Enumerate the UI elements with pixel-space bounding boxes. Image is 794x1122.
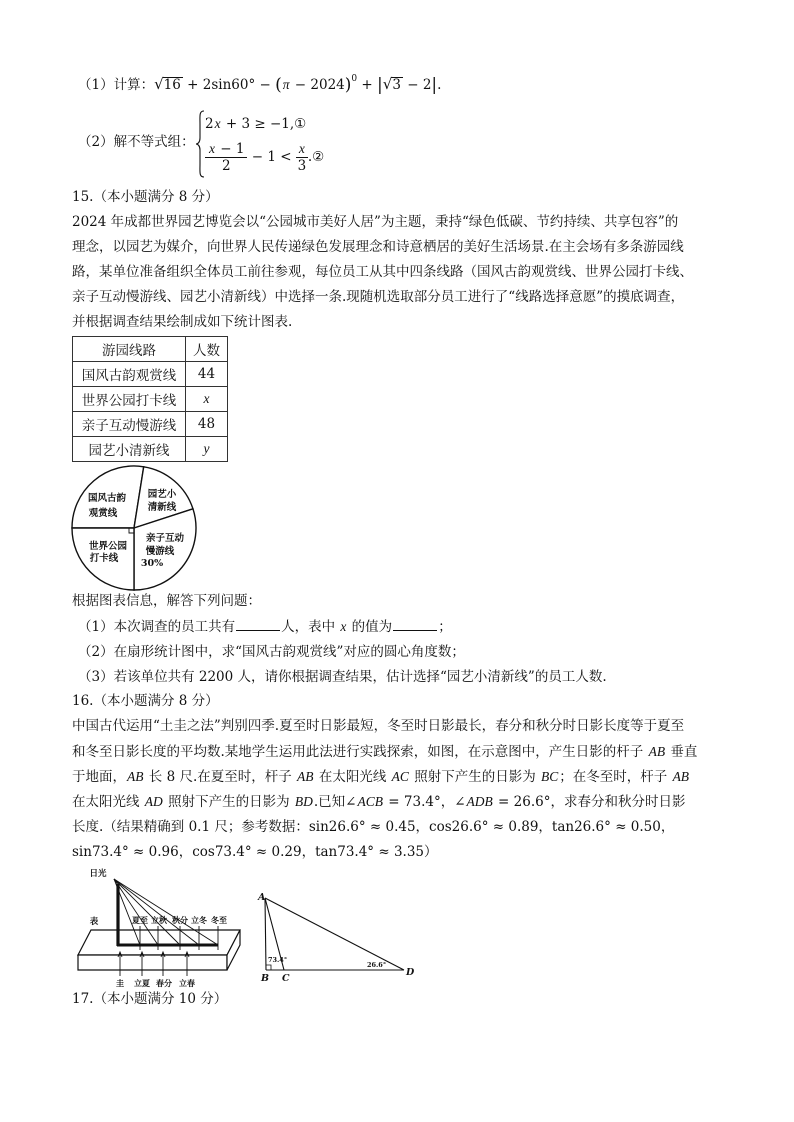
q15-heading: 15.（本小题满分 8 分）: [72, 189, 219, 205]
system-brace: [195, 110, 205, 178]
answer-blank: [393, 618, 437, 631]
pie-label: 国风古韵: [87, 493, 127, 504]
text-seg: 在太阳光线: [72, 794, 144, 810]
inequality-1: [205, 115, 306, 133]
point-label-A: A: [258, 892, 266, 903]
text-seg: sin73.4° ≈ 0.96，cos73.4° ≈ 0.29，tan73.4° ≈ 3.35）: [72, 844, 438, 860]
num-var: x: [209, 140, 215, 156]
fraction-denominator: 3: [297, 157, 307, 174]
segment-AB: [265, 898, 266, 970]
angle-label-D: 26.6°: [367, 961, 387, 969]
math-var: ACB: [357, 794, 383, 809]
text-seg: 在太阳光线: [314, 769, 391, 785]
math-var: AB: [648, 744, 666, 759]
term-label: 冬至: [211, 915, 227, 925]
q1-text: ；: [438, 619, 452, 635]
q15-line: 路，某单位准备组织全体员工前往参观，每位员工从其中四条线路（国风古韵观赏线、世界公园打卡线、: [72, 264, 693, 280]
eq1-var: x: [214, 116, 221, 131]
q14-part1-label: （1）计算：: [78, 77, 155, 93]
pole-label: 表: [89, 917, 99, 927]
route-name: 亲子互动慢游线: [73, 412, 186, 437]
text-seg: 垂直: [666, 744, 698, 760]
q17-heading: 17.（本小题满分 10 分）: [72, 991, 228, 1007]
route-count: 44: [186, 362, 228, 387]
q14-part2-label: （2）解不等式组：: [78, 134, 195, 150]
fraction-numerator: x: [296, 141, 308, 158]
text-seg: 长 8 尺.在夏至时，杆子: [144, 769, 297, 785]
q15-line: 亲子互动慢游线、园艺小清新线）中选择一条.现随机选取部分员工进行了“线路选择意愿”的摸底调查，: [72, 289, 685, 305]
route-name: 园艺小清新线: [73, 437, 186, 462]
header-count: 人数: [186, 337, 228, 362]
right-paren: ): [344, 75, 352, 95]
q15-question-3: （3）若该单位共有 2200 人，请你根据调查结果，估计选择“园艺小清新线”的员工人数.: [78, 669, 607, 685]
term-2024: − 2024: [290, 77, 345, 93]
eq1-rest: + 3 ≥ −1,①: [221, 116, 307, 132]
route-name: 国风古韵观赏线: [73, 362, 186, 387]
term-sin: + 2sin60° −: [182, 77, 276, 93]
q1-text: （1）本次调查的员工共有: [78, 619, 236, 635]
q16-line: [72, 793, 685, 811]
text-seg: = 73.4°，∠: [384, 794, 466, 810]
table-row: [73, 412, 228, 437]
fraction-x-over-3: [296, 141, 308, 174]
minus-two: − 2: [402, 77, 432, 93]
math-var: AD: [144, 794, 163, 809]
q15-prompt: 根据图表信息，解答下列问题：: [72, 593, 261, 609]
fraction-denominator: 2: [221, 157, 231, 174]
point-label-D: D: [406, 967, 415, 978]
q15-question-2: （2）在扇形统计图中，求“国风古韵观赏线”对应的圆心角度数；: [78, 644, 465, 660]
route-count: x: [186, 387, 228, 412]
radicand-16: 16: [163, 77, 181, 93]
math-var: AB: [127, 769, 144, 784]
q16-line: [72, 768, 690, 786]
text-seg: 和冬至日影长度的平均数.某地学生运用此法进行实践探索，如图，在示意图中，产生日影的杆子: [72, 744, 648, 760]
header-route: 游园线路: [73, 337, 186, 362]
pie-label: 园艺小: [147, 489, 177, 500]
route-count: y: [186, 437, 228, 462]
fraction-numerator: [205, 141, 247, 158]
eq2-end: .②: [307, 149, 325, 165]
route-name: 世界公园打卡线: [73, 387, 186, 412]
triangle-diagram: [255, 888, 420, 985]
pie-label: 打卡线: [89, 553, 119, 564]
slab-top-face: [78, 930, 240, 955]
table-row: [73, 437, 228, 462]
slab: [78, 930, 240, 970]
point-label-C: C: [282, 973, 290, 984]
q16-line: [72, 818, 674, 836]
math-var: ADB: [466, 794, 493, 809]
text-seg: 长度.（结果精确到 0.1 尺；参考数据：sin26.6° ≈ 0.45，cos26.6° ≈ 0.89，tan26.6° ≈ 0.50，: [72, 819, 675, 835]
q16-line: [72, 717, 684, 735]
point-label-B: B: [261, 973, 270, 984]
plus-sign: +: [357, 77, 378, 93]
term-label: 夏至: [132, 915, 148, 925]
abs-bar-right: |: [431, 75, 438, 95]
radical-sign: √: [154, 75, 164, 93]
eq1-coef: 2: [205, 116, 214, 132]
term-label: 圭: [116, 978, 124, 988]
pie-label: 清新线: [147, 502, 177, 513]
sun-label: 日光: [89, 869, 107, 879]
q15-line: 并根据调查结果绘制成如下统计图表.: [72, 314, 293, 330]
num-rest: − 1: [216, 140, 245, 157]
pi-symbol: π: [282, 77, 290, 92]
q16-line: [72, 743, 697, 761]
right-angle-marker: [266, 965, 271, 970]
pie-value-label: 30%: [140, 558, 164, 569]
term-label: 立春: [179, 978, 195, 988]
text-seg: .已知∠: [313, 794, 357, 810]
text-seg: = 26.6°，求春分和秋分时日影: [493, 794, 686, 810]
gnomon-illustration: [75, 862, 247, 992]
radical-sign: √: [382, 75, 393, 93]
q16-heading: 16.（本小题满分 8 分）: [72, 693, 219, 709]
term-label: 立冬: [191, 915, 207, 925]
table-header-row: [73, 337, 228, 362]
q16-line: [72, 843, 438, 861]
pie-label: 世界公园: [88, 541, 128, 552]
table-row: [73, 362, 228, 387]
q15-question-1: [78, 618, 452, 636]
pie-label: 慢游线: [145, 546, 175, 557]
math-var: AB: [672, 769, 690, 784]
exponent: 0: [351, 74, 358, 84]
period: .: [437, 77, 442, 93]
term-label: 春分: [156, 978, 172, 988]
route-table: [72, 336, 228, 462]
text-seg: 中国古代运用“土圭之法”判别四季.夏至时日影最短，冬至时日影最长，春分和秋分时日影长度等于夏至: [72, 718, 685, 734]
route-count: 48: [186, 412, 228, 437]
text-seg: 照射下产生的日影为: [409, 769, 540, 785]
fraction-x-minus-1-over-2: [205, 141, 247, 174]
abs-bar-left: |: [377, 75, 383, 95]
q1-var: x: [340, 619, 347, 634]
pie-label: 亲子互动: [145, 533, 185, 544]
pie-chart: [66, 460, 206, 596]
left-paren: (: [275, 75, 282, 95]
text-seg: 照射下产生的日影为: [163, 794, 294, 810]
table-row: [73, 387, 228, 412]
math-var: AC: [391, 769, 409, 784]
term-label: 立夏: [134, 978, 150, 988]
eq2-middle: − 1 <: [247, 149, 296, 165]
term-label: 秋分: [172, 915, 188, 925]
math-var: BC: [541, 769, 559, 784]
q14-part1: [78, 70, 441, 94]
q1-text: 的值为: [347, 619, 393, 635]
term-label: 立秋: [151, 915, 167, 925]
angle-label-C: 73.4°: [268, 956, 288, 964]
slab-front-face: [78, 955, 227, 970]
q15-line: 理念，以园艺为媒介，向世界人民传递绿色发展理念和诗意栖居的美好生活场景.在主会场有多条游园线: [72, 239, 684, 255]
answer-blank: [236, 618, 280, 631]
math-var: BD: [294, 794, 313, 809]
pie-label: 观赏线: [88, 508, 118, 519]
text-seg: ；在冬至时，杆子: [559, 769, 672, 785]
radicand-3: 3: [392, 77, 401, 93]
math-var: AB: [297, 769, 314, 784]
q15-line: 2024 年成都世界园艺博览会以“公园城市美好人居”为主题，秉持“绿色低碳、节约持续、共享包容”的: [72, 214, 679, 230]
q1-text: 人，表中: [281, 619, 340, 635]
inequality-2: [205, 140, 324, 174]
text-seg: 于地面，: [72, 769, 126, 785]
